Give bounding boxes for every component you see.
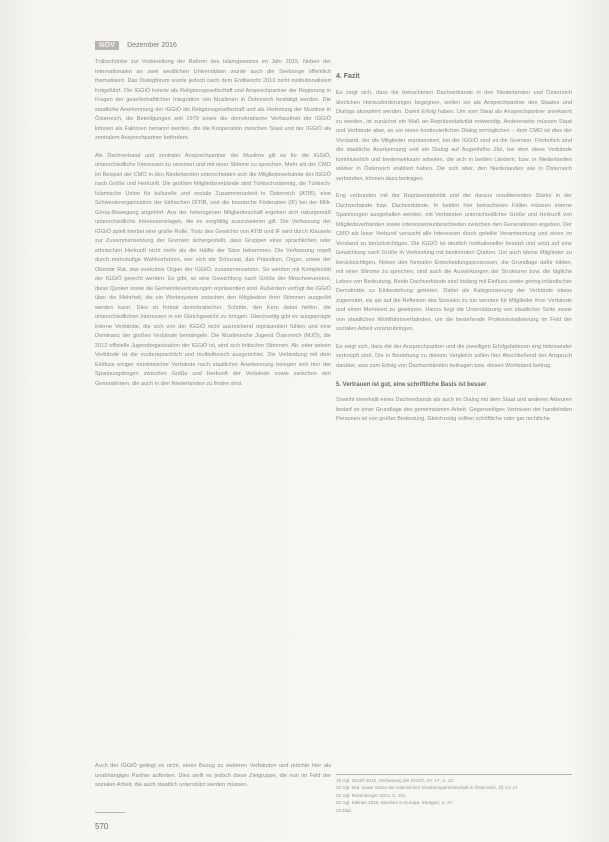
page-header: [95, 41, 177, 50]
issue-date: Dezember 2016: [127, 42, 177, 49]
page-number-rule: [95, 812, 125, 813]
paragraph: Es zeigt sich, dass die der Ansprechpartner und die jeweiligen Erfolgsfaktoren eng miteinander verknüpft sind. Die in Beziehung zu diesem Vergleich sollen hier Abschließend der Anspruch darüber, was zum Erfolg von Dachverbänden beitragen bzw. diesen Wohlstand beitrag.: [336, 343, 572, 369]
paragraph: Als Dachverband und zentraler Ansprechpartner der Muslime gilt es für die IGGiÖ, unterschiedliche Interessen zu vereinen und mit einer Stimme zu sprechen. Mehr als der CMO im Beispiel der CMO in den Niederlanden unterscheiden sich die Mitgliedsverbände der IGGiÖ nach Größe und Herkunft. Die größten Mitgliedsverbände sind Türkischstämmig, die Türkisch-Islamische Union für kulturelle und soziale Zusammenarbeit in Österreich (ATIB), eine Schwesterorganisation der türkischen DİTİB, und die bosnische Föderation (IF) bei der Milli-Görüş-Bewegung angehört. Aus der heterogenen Mitgliederschaft ergeben sich naturgemäß unterschiedliche Interessenslagen, die es sorgfältig auszutarieren gilt. Die Verfassung der IGGiÖ spielt hierbei eine große Rolle. Trotz des Gewichts von ATIB und IF wird durch Klauseln zur Zusammensetzung der Gremien sichergestellt, dass Gruppen einer sprachlichen oder ethnischen Herkunft nicht mehr als die Hälfte der Sitze bekommen. Die Verfassung regelt durch mehrstufige Wahlverfahren, wer sich die Schuraat, das Präsidium, Organ, sowie der Oberste Rat, das exekutive Organ der IGGiÖ, zusammensetzen. So werden mit Komplexität der IGGiÖ gerecht werden. Es gibt, so eine Gewichtung nach Größe der Moscheevereine, diese Quoten sowie die Gemeindevertretungen repräsentiert sind. Außerdem verfügt die IGGiÖ über die Mehrheit, die ein Wertesystem zwischen den Mitgliedern ihrer Stimmen ausgeübt werden kann. Dies ist formal demokratischer. Schritte, den Kern dabei helfen, die unterschiedlichen Interessen in ein Gleichgewicht zu bringen. Gleichzeitig gibt es ausgeprägte interne Verbände, die sich von der IGGiÖ nicht ausreichend repräsentiert fühlen und eine Dominanz der großen Verbände bemängeln. Die Muslimische Jugend Österreich (MJÖ), die 2012 offizielle Jugendorganisation der IGGiÖ ist, sind sich kritischer Stimmen. Ab- oder seinen Verbände ist die muttersprachlich und multiethnisch ausgerichtet. Die Verbindung mit dem Einfluss einiger muslimischer Verbände nach staatlicher Anerkennung belegen sich hier der Spannungsbogen zwischen Größe und Herkunft der Verbände sowie zwischen den Generationen, die auch in den Niederlanden zu finden sind.: [95, 152, 331, 387]
paragraph: Träbschönbe zur Vorbereitung der Reform des Islamgesetzes im Jahr 2015. Neben der Internationalen an zwei westlichen Universitäten wurde auch die Seelsorge öffentlich thematisiert. Das Dialogforum wurde jedoch nach dem Endbericht 2013 nicht institutionalisiert fortgeführt. Die IGGiÖ konnte als Religionsgesellschaft und Ansprechpartner der Regierung in Fragen der gesellschaftlichen Integration von Muslimen in Österreich bestätigt werden. Die staatliche Anerkennung der IGGiÖ als Religionsgesellschaft und als Vertretung der Muslime in Österreich, die Beteiligungen seit 1979 sowie die demokratische Verfasstheit der IGGiÖ können als Faktoren benannt werden, die die Kooperation zwischen Staat und der IGGiÖ als zentralem Ansprechpartner befördern.: [95, 59, 331, 141]
paragraph: Es zeigt sich, dass die betrachteten Dachverbände in den Niederlanden und Österreich ähnlichen Herausforderungen begegnen, wollen sie als Ansprechpartner des Staates und Dialogs akzeptiert werden. Damit Erfolg haben. Um vom Staat als Ansprechpartner anerkannt zu werden, ist zunächst ein Maß an Repräsentativität notwendig. Andererseits müssen Staat und Verbände aber, es um einen kontinuierlichen Dialog ermöglichen – dem CMO ist dies der Vorstand, der die Mitglieder repräsentiert, bei der IGGiÖ sind es die Gremien. Förderlich sind die staatliche Anerkennung und ein Dialog auf Augenhöhe Ziel, bei dem diese Verbände kontinuierlich und breitenwirksam arbeiten, die sich in beiden Ländern, bzw. in Niederlanden stärker in Österreich etabliert haben. Die sich aber, den Niederlanden wie in Österreich verbunden, können dazu beitragen.: [336, 90, 572, 182]
footnote: 19 Vgl. IGGiÖ 2015, Verfassung der IGGiÖ, Art. 17, S. 12.: [336, 778, 455, 783]
paragraph: Eng verbunden mit der Repräsentativität und der daraus resultierenden Stärke in der Dachverbände bzw. Dachverbände. In beiden hier betrachteten Fällen müssen interne Spannungen ausgehalten werden, mit Verbänden unterschiedlicher Größe und Herkunft von Mitgliedsverbänden sowie interessensunterschieden zwischen den Generationen ergeben. Der CMO als loser Verbund versucht alle Interessen durch geteilte Verantwortung und einen im Vorstand zu berücksichtigen. Die IGGiÖ ist deutlich institutioneller besetzt und setzt auf eine Gewichtung nach Größe in Verbindung mit bestimmten Quoten. Um auch kleine Mitglieder zu berücksichtigen. Neben den formalen Entscheidungsprozessen, die Grundlage dafür bilden, mit einer Stimme zu sprechen, sind auch die Auswirkungen der Strukturen bzw. die tägliche Leben von Bedeutung. Beide Dachverbände sind bislang mit Einfluss sowie gering inländischer Demokratie zu Einbeziehung getreten. Dabei als Kategorisierung der Verbände etwas zugemutet, sie als auf die Reflexion des Sozialen zu tun wenden für Mitglieder ihrer Verbände und einen Mehrwert zu gewinnen. Hierzu liegt die Unterstützung von staatlicher Seite sowie von staatlichen Wohlfahrtsverbänden, um die bestehende Professionalisierung im Feld der sozialen Arbeit voranzubringen.: [336, 193, 572, 332]
paragraph: Sowohl innerhalb eines Dachverbands als auch im Dialog mit dem Staat und anderen Akteuren bedarf es einer Grundlage des gemeinsamen Arbeit. Gegenseitiges Vertrauen der handelnden Personen ist von großer Bedeutung. Gleichzeitig sollten schriftliche oder gar rechtliche: [336, 397, 572, 422]
section-heading-4: 4. Fazit: [336, 73, 360, 80]
page-number: 570: [95, 822, 109, 831]
left-column: [95, 58, 331, 397]
issue-badge: NOV: [95, 41, 119, 50]
left-column-last-paragraph: Auch der IGGiÖ gelingt es nicht, einen Bezug zu weiteren Verbänden und möchte hier als unabhängiger Partner auftreten. Dies stellt es jedoch diese Zielgruppe, die nun im Feld der sozialen Arbeit, die auch staatlich unterstützt werden müssen.: [95, 763, 331, 788]
footnote: 22 Vgl. Kleinan 2016, Muslime in Europa, Stuttgart, S. 27.: [336, 800, 454, 806]
footnote: 23 Ebd.: [336, 807, 352, 813]
section-heading-5: 5. Vertrauen ist gut, eine schriftliche Basis ist besser: [336, 382, 487, 388]
footnote: 21 Vgl. Rosenberger 2013, S. 161.: [336, 792, 407, 798]
footnote: 20 Vgl. ebd. sowie Statut der Islamischen Glaubensgemeinschaft in Österreich, §§ 14–17.: [336, 785, 519, 791]
right-column: [336, 58, 572, 433]
footnotes: [336, 774, 572, 815]
